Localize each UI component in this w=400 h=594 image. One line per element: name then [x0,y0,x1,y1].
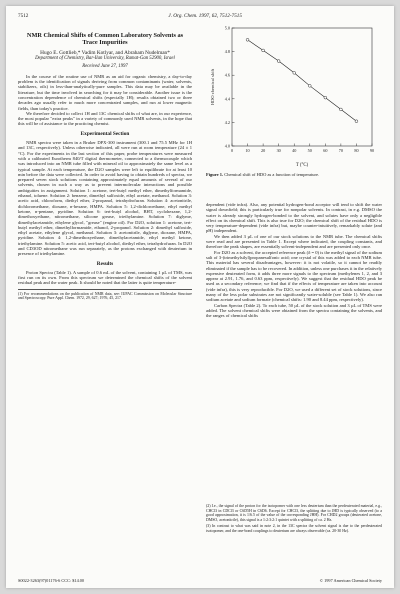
x-tick-label: 80 [354,148,359,153]
x-tick-label: 20 [261,148,266,153]
data-point [277,60,280,63]
article-title: NMR Chemical Shifts of Common Laboratory Solvents as Trace Impurities [26,32,184,47]
x-tick-label: 90 [369,148,375,153]
data-point [355,120,358,123]
footer-doi: S0022-3263(97)01176-6 CCC: $14.00 [18,578,85,583]
x-tick-label: 0 [230,148,234,153]
axis-ticks [225,26,374,154]
right-paragraph-3: For D2O as a solvent, the accepted reference peak (δ = 0) is the methyl signal of the sodium salt of 3-(trimethylsilyl)propanesulfonic acid; one crystal of this was added to each NMR tube. This material has several disadvantages, however: it is not volatile, so it cannot be readily eliminated if the sample has to be recovered. In addition, unless one purchases it in the relatively expensive deuterated form, it adds three more signals to the spectrum (methylenes 1, 2, and 3 appear at 2.91, 1.76, and 0.63 ppm, respectively). We suggest that the residual HDO peak be used as a secondary reference; we find that if the effects of temperature are taken into account (vide infra), this is very reproducible. For D2O, we used a different set of stock solutions, since many of the less polar substrates are not significantly water-soluble (see Table 1). We also ran sodium acetate and sodium formate (chemical shifts: 1.90 and 8.44 ppm, respectively). [206,249,383,303]
x-tick-label: 10 [245,148,250,153]
left-column [18,24,192,301]
data-point [293,71,296,74]
footnote-1: (1) For recommendations on the publication of NMR data, see: IUPAC Commission on Molecular Structure and Spectroscopy. Pure Appl. Chem. 1972, 29, 627; 1976, 45, 217. [18,289,192,301]
hdo-shift-chart [206,20,382,170]
right-paragraph-2: We then added 3 µL of one of our stock solutions to the NMR tube. The chemical shifts were read and are presented in Table 1. Except where indicated, the coupling constants, and therefore the peak shapes, are essentially solvent-independent and are presented only once. [206,233,382,250]
figure-1 [206,20,382,170]
footnote-2: (2) I.e., the signal of the proton for the isotopomer with one less deuterium than the perdeuterated material, e.g., CHCl3 in CDCl3 or C6D5H in C6D6. Except for CHCl3, the splitting due to JHD is typically observed (to a good approximation, it is 1/6.5 of the value of the corresponding JHH). For CHD2 groups (deuterated acetone, DMSO, acetonitrile), this signal is a 1:2:3:2:1 quintet with a splitting of ca. 2 Hz. [206,504,382,522]
journal-page [6,6,394,588]
received-date: Received June 27, 1997 [82,64,128,70]
y-tick-label: 4.0 [224,143,230,149]
x-tick-label: 50 [307,148,312,153]
y-tick-label: 4.6 [224,72,230,78]
results-paragraph: Proton Spectra (Table 1). A sample of 0.6 mL of the solvent, containing 1 µL of TMS, was first run on its own. From this spectrum we determined the chemical shifts of the solvent residual peak and the water peak. It should be noted that the latter is quite temperature- [18,269,192,286]
data-point [262,49,265,52]
experimental-heading: Experimental Section [80,130,130,137]
data-point [246,38,249,41]
data-point [308,84,311,87]
footer-copyright: © 1997 American Chemical Society [319,578,382,583]
x-tick-label: 30 [276,148,281,153]
page-number: 7512 [18,13,29,19]
results-heading: Results [96,260,114,267]
data-point [324,96,327,99]
experimental-paragraph: NMR spectra were taken in a Bruker DPX-300 instrument (300.1 and 75.5 MHz for 1H and 13C, respectively). Unless otherwise indicated, all were run at room temperature (24 ± 1 °C). For the experiments in the last section of this paper, probe temperatures were measured with a calibrated Eurotherm 840/T digital thermometer, connected to a thermocouple which was introduced into an NMR tube filled with mineral oil to approximately the same level as a typical sample. At each temperature, the D2O samples were left to equilibrate for at least 10 min before the data were collected. In order to avoid having to obtain hundreds of spectra, we prepared seven stock solutions containing approximately equal amounts of several of our solvents, chosen in such a way as to prevent intermolecular interactions and possible ambiguities in assignment. Solution 1: acetone, tert-butyl methyl ether, dimethylformamide, ethanol, toluene. Solution 2: benzene, dimethyl sulfoxide, ethyl acetate, methanol. Solution 3: acetic acid, chloroform, diethyl ether, 2-propanol, tetrahydrofuran. Solution 4: acetonitrile, dichloromethane, dioxane, n-hexane, HMPA. Solution 5: 1,2-dichloroethane, ethyl methyl ketone, n-pentane, pyridine. Solution 6: tert-butyl alcohol, BHT, cyclohexane, 1,2-dimethoxyethane, nitromethane, silicone grease, triethylamine. Solution 7: diglyme, dimethylacetamide, ethylene glycol, "grease" (engine oil). For D2O, solution 1: acetone, tert-butyl methyl ether, dimethylformamide, ethanol, 2-propanol. Solution 2: dimethyl sulfoxide, ethyl acetate, ethylene glycol, methanol. Solution 3: acetonitrile, diglyme, dioxane, HMPA, pyridine. Solution 4: 1,2-dimethoxyethane, dimethylacetamide, ethyl methyl ketone, triethylamine. Solution 5: acetic acid, tert-butyl alcohol, diethyl ether, tetrahydrofuran. In D2O and CD3OD nitromethane was run separately, as the protons exchanged with deuterium in presence of triethylamine. [18,140,192,257]
footnote-3: (3) In contrast to what was said in note 2, in the 13C spectra the solvent signal is due to the perdeuterated isotopomer, and the one-bond couplings to deuterium are always observable (ca. 20-30 Hz). [206,524,382,533]
data-series [246,38,358,122]
y-tick-label: 4.8 [224,49,230,55]
right-column [206,202,382,319]
y-tick-label: 4.4 [224,96,230,102]
figure-caption [206,172,382,177]
y-tick-label: 4.2 [224,119,230,125]
author-affiliation: Department of Chemistry, Bar-Ilan University, Ramat-Gan 52900, Israel [35,55,175,61]
citation-detail: 1997, 62, 7512-7515 [198,13,242,19]
intro-paragraph-2: We therefore decided to collect 1H and 13C chemical shifts of what are, in our experience, the most popular "extra peaks" in a variety of commonly used NMR solvents, in the hope that this will be of assistance to the practicing chemist. [18,110,192,127]
y-axis-label: HDO chemical shift [210,68,215,106]
plot-frame [232,28,372,146]
article-authors: Hugo E. Gottlieb,* Vadim Kotlyar, and Abraham Nudelman* [40,49,170,56]
x-tick-label: 70 [338,148,343,153]
x-tick-label: 60 [323,148,328,153]
figure-caption-text: Chemical shift of HDO as a function of temperature. [224,172,320,177]
data-point [339,108,342,111]
y-tick-label: 5.0 [224,25,230,31]
right-paragraph-4: Carbon Spectra (Table 2). To each tube, 50 µL of the stock solution and 3 µL of TMS were added. The solvent chemical shifts were obtained from the spectra containing the solvents, and the ranges of chemical shifts [206,302,382,319]
page-footer [18,578,382,583]
right-paragraph-1: dependent (vide infra). Also, any potential hydrogen-bond acceptor will tend to shift the water signal downfield; this is particularly true for nonpolar solvents. In contrast, in e.g. DMSO the water is already strongly hydrogen-bonded to the solvent, and solutes have only a negligible effect on its chemical shift. This is also true for D2O; the chemical shift of the residual HDO is very temperature-dependent (vide infra) but, maybe counter-intuitively, remarkably solute (and pH) independent. [206,202,382,234]
journal-name: J. Org. Chem. [168,13,198,19]
x-tick-label: 40 [292,148,297,153]
figure-label: Figure 1. [206,172,224,177]
x-axis-label: T (°C) [295,163,309,168]
intro-paragraph-1: In the course of the routine use of NMR as an aid for organic chemistry, a day-to-day problem is the identification of signals deriving from common contaminants (water, solvents, stabilizers, oils) in less-than-analytically-pure samples. This data may be available in the literature, but the time involved in searching for it may be considerable. Another issue is the concentration dependence of chemical shifts (especially 1H); results obtained two or three decades ago usually refer to much more concentrated samples, and run at lower magnetic fields, than today's practice. [18,73,192,111]
right-footnotes [206,504,382,536]
